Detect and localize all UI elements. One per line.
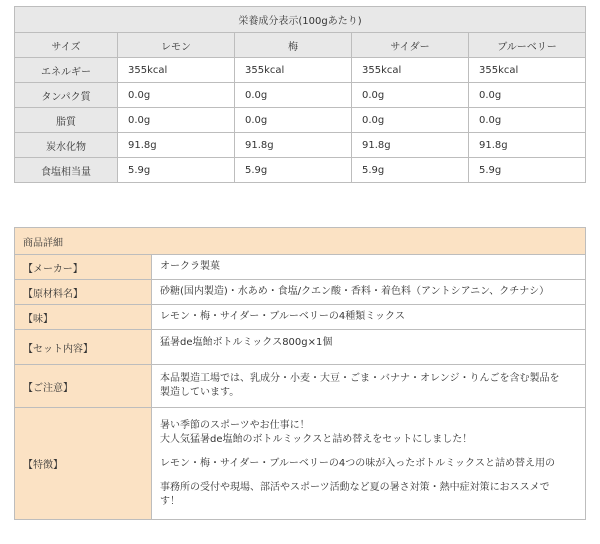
features-line: レモン・梅・サイダー・ブルーベリーの4つの味が入ったボトルミックスと詰め替え用の <box>160 457 555 469</box>
nutrition-row <box>15 58 586 83</box>
features-line: 暑い季節のスポーツやお仕事に！ <box>160 419 310 431</box>
nutrient-value: 0.0g <box>118 108 235 133</box>
maker-value: オークラ製菓 <box>152 255 586 280</box>
product-detail-table <box>14 227 586 520</box>
caution-line: 製造しています。 <box>160 387 240 398</box>
nutrient-value: 91.8g <box>235 133 352 158</box>
features-line: 事務所の受付や現場、部活やスポーツ活動など夏の暑さ対策・熱中症対策におススメで <box>160 481 550 493</box>
flavor-header: ブルーベリー <box>469 33 586 58</box>
caution-line: 本品製造工場では、乳成分・小麦・大豆・ごま・バナナ・オレンジ・りんごを含む製品を <box>160 373 560 384</box>
nutrient-value: 0.0g <box>118 83 235 108</box>
nutrition-row <box>15 83 586 108</box>
nutrition-row <box>15 158 586 183</box>
nutrient-value: 355kcal <box>235 58 352 83</box>
nutrient-value: 0.0g <box>352 108 469 133</box>
nutrient-value: 355kcal <box>469 58 586 83</box>
nutrient-value: 91.8g <box>118 133 235 158</box>
set-key: 【セット内容】 <box>15 330 152 365</box>
features-line: 大人気猛暑de塩飴のボトルミックスと詰め替えをセットにしました！ <box>160 433 473 445</box>
nutrient-value: 5.9g <box>118 158 235 183</box>
features-spacer <box>160 447 577 457</box>
features-value <box>152 408 586 520</box>
caution-value <box>152 365 586 408</box>
nutrient-value: 5.9g <box>469 158 586 183</box>
maker-key: 【メーカー】 <box>15 255 152 280</box>
nutrient-value: 355kcal <box>118 58 235 83</box>
caution-key: 【ご注意】 <box>15 365 152 408</box>
nutrient-value: 0.0g <box>352 83 469 108</box>
flavor-key: 【味】 <box>15 305 152 330</box>
nutrient-value: 0.0g <box>469 83 586 108</box>
nutrient-value: 5.9g <box>235 158 352 183</box>
corner-label: サイズ <box>15 33 118 58</box>
set-value: 猛暑de塩飴ボトルミックス800g×1個 <box>152 330 586 365</box>
nutrition-row <box>15 108 586 133</box>
nutrient-value: 0.0g <box>235 108 352 133</box>
nutrition-caption: 栄養成分表示(100gあたり) <box>15 7 586 33</box>
nutrient-label: エネルギー <box>15 58 118 83</box>
nutrient-value: 0.0g <box>469 108 586 133</box>
flavor-header: 梅 <box>235 33 352 58</box>
ingredients-key: 【原材料名】 <box>15 280 152 305</box>
nutrient-value: 91.8g <box>352 133 469 158</box>
flavor-value: レモン・梅・サイダー・ブルーベリーの4種類ミックス <box>152 305 586 330</box>
ingredients-value: 砂糖(国内製造)・水あめ・食塩/クエン酸・香料・着色料（アントシアニン、クチナシ） <box>152 280 586 305</box>
nutrient-label: タンパク質 <box>15 83 118 108</box>
nutrient-value: 5.9g <box>352 158 469 183</box>
nutrient-value: 91.8g <box>469 133 586 158</box>
features-key: 【特徴】 <box>15 408 152 520</box>
detail-title: 商品詳細 <box>15 228 586 255</box>
nutrient-value: 355kcal <box>352 58 469 83</box>
nutrient-value: 0.0g <box>235 83 352 108</box>
nutrition-table <box>14 6 586 183</box>
flavor-header: サイダー <box>352 33 469 58</box>
nutrient-label: 脂質 <box>15 108 118 133</box>
flavor-header: レモン <box>118 33 235 58</box>
features-line: す！ <box>160 495 180 507</box>
nutrient-label: 食塩相当量 <box>15 158 118 183</box>
features-spacer <box>160 471 577 481</box>
nutrient-label: 炭水化物 <box>15 133 118 158</box>
nutrition-row <box>15 133 586 158</box>
